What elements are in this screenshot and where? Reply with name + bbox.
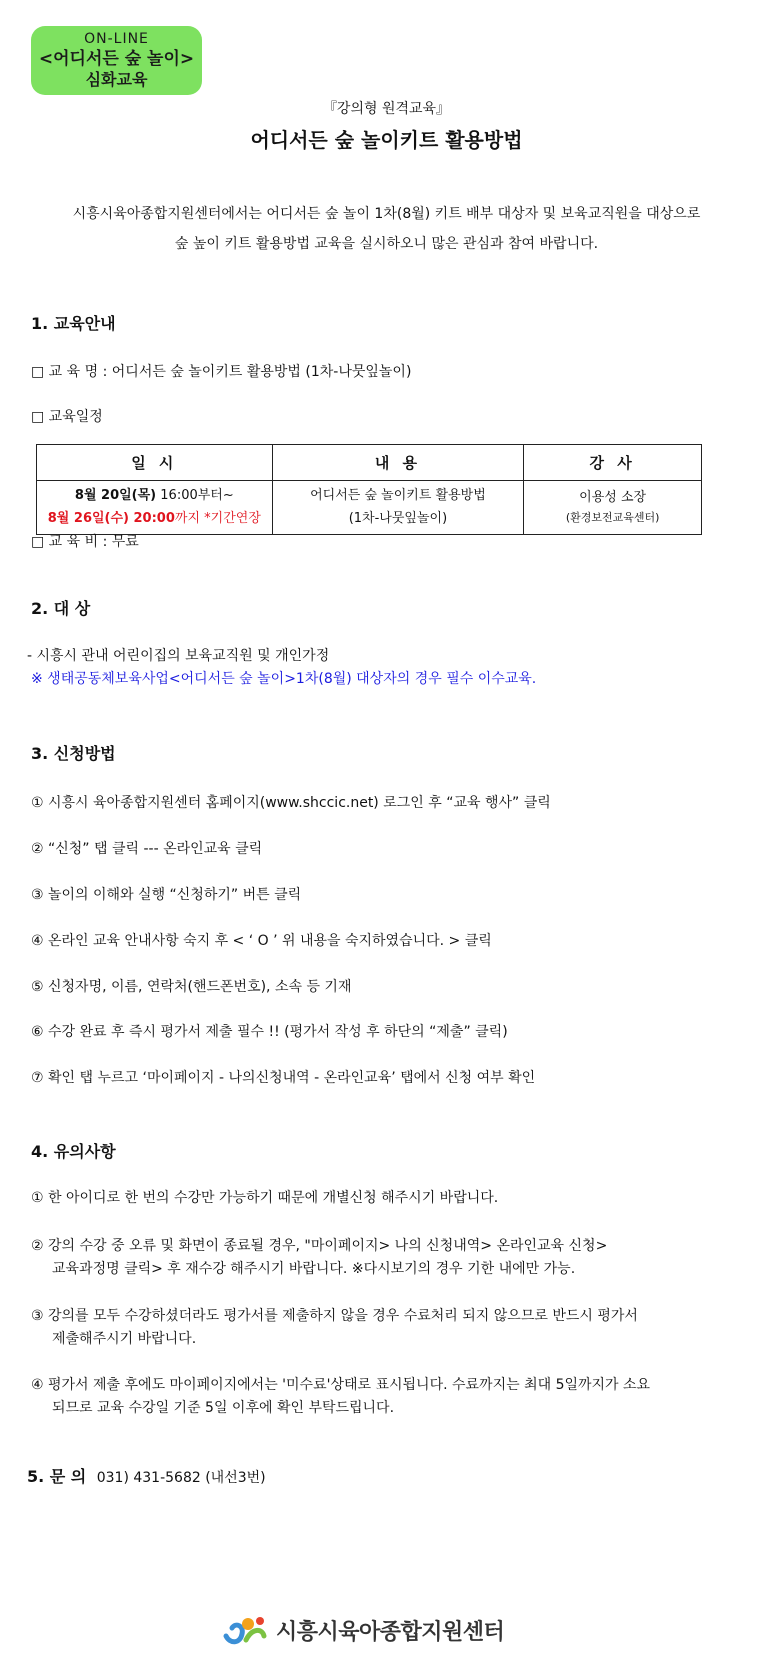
- target-line: - 시흥시 관내 어린이집의 보육교직원 및 개인가정: [27, 648, 330, 664]
- step-3: ③ 놀이의 이해와 실행 “신청하기” 버튼 클릭: [31, 887, 302, 903]
- date-start-bold: 8월 20일(목): [74, 488, 157, 504]
- header-datetime: 일 시: [37, 445, 273, 481]
- note-4-cont: 되므로 교육 수강일 기준 5일 이후에 확인 부탁드립니다.: [52, 1400, 395, 1416]
- note-3-cont: 제출해주시기 바랍니다.: [52, 1331, 197, 1347]
- fee: □ 교 육 비 : 무료: [31, 534, 139, 550]
- datetime-cell: [37, 481, 273, 535]
- intro-line2: 숲 높이 키트 활용방법 교육을 실시하오니 많은 관심과 참여 바랍니다.: [174, 236, 599, 252]
- section1-heading: 1. 교육안내: [31, 314, 116, 333]
- course-name: □ 교 육 명 : 어디서든 숲 놀이키트 활용방법 (1차-나뭇잎놀이): [31, 364, 412, 380]
- document-title: 어디서든 숲 놀이키트 활용방법: [250, 128, 523, 152]
- org-name: 시흥시육아종합지원센터: [276, 1619, 505, 1645]
- date-start-time: 16:00부터~: [156, 488, 234, 504]
- instructor-org: (환경보전교육센터): [565, 511, 660, 525]
- step-6: ⑥ 수강 완료 후 즉시 평가서 제출 필수 !! (평가서 작성 후 하단의 “제출” 클릭): [31, 1024, 508, 1040]
- section4-heading: 4. 유의사항: [31, 1142, 116, 1161]
- content-cell: [272, 481, 524, 535]
- note-4: ④ 평가서 제출 후에도 마이페이지에서는 '미수료'상태로 표시됩니다. 수료까지는 최대 5일까지가 소요: [31, 1377, 651, 1393]
- footer-logo: [222, 1610, 504, 1650]
- table-row: [37, 481, 702, 535]
- date-end-bold: 8월 26일(수) 20:00: [47, 510, 175, 526]
- note-3: ③ 강의를 모두 수강하셨더라도 평가서를 제출하지 않을 경우 수료처리 되지 않으므로 반드시 평가서: [31, 1308, 638, 1324]
- badge-line2: <어디서든 숲 놀이>: [38, 48, 195, 69]
- step-5: ⑤ 신청자명, 이름, 연락처(핸드폰번호), 소속 등 기재: [31, 979, 352, 995]
- intro-line1: 시흥시육아종합지원센터에서는 어디서든 숲 놀이 1차(8월) 키트 배부 대상자 및 보육교직원을 대상으로: [72, 206, 701, 222]
- instructor-cell: [524, 481, 702, 535]
- contact-row: [27, 1464, 266, 1487]
- document-subtitle: 『강의형 원격교육』: [322, 101, 451, 117]
- online-badge: [31, 26, 202, 95]
- badge-line1: ON-LINE: [84, 31, 149, 48]
- content-line2: (1차-나뭇잎놀이): [348, 510, 448, 526]
- note-1: ① 한 아이디로 한 번의 수강만 가능하기 때문에 개별신청 해주시기 바랍니다.: [31, 1190, 499, 1206]
- instructor-name: 이용성 소장: [579, 490, 647, 506]
- section2-heading: 2. 대 상: [31, 599, 91, 618]
- header-content: 내 용: [272, 445, 524, 481]
- header-instructor: 강 사: [524, 445, 702, 481]
- schedule-label: □ 교육일정: [31, 409, 103, 425]
- step-2: ② “신청” 탭 클릭 --- 온라인교육 클릭: [31, 841, 263, 857]
- content-line1: 어디서든 숲 놀이키트 활용방법: [310, 488, 486, 504]
- contact-phone: 031) 431-5682 (내선3번): [96, 1470, 266, 1486]
- org-logo-icon: [222, 1614, 268, 1646]
- table-header-row: [37, 445, 702, 481]
- date-end: [37, 508, 272, 530]
- step-1: ① 시흥시 육아종합지원센터 홈페이지(www.shccic.net) 로그인 후 “교육 행사” 클릭: [31, 795, 551, 811]
- badge-line3: 심화교육: [85, 69, 148, 89]
- date-end-rest: 까지 *기간연장: [174, 510, 261, 526]
- schedule-table: [36, 444, 702, 535]
- date-start: [37, 485, 272, 507]
- step-7: ⑦ 확인 탭 누르고 ‘마이페이지 - 나의신청내역 - 온라인교육’ 탭에서 신청 여부 확인: [31, 1070, 536, 1086]
- note-2-cont: 교육과정명 클릭> 후 재수강 해주시기 바랍니다. ※다시보기의 경우 기한 내에만 가능.: [52, 1261, 576, 1277]
- step-4: ④ 온라인 교육 안내사항 숙지 후 < ‘ O ’ 위 내용을 숙지하였습니다. > 클릭: [31, 933, 492, 949]
- section5-heading: 5. 문 의: [27, 1467, 87, 1486]
- target-note: ※ 생태공동체보육사업<어디서든 숲 놀이>1차(8월) 대상자의 경우 필수 이수교육.: [31, 671, 537, 687]
- note-2: ② 강의 수강 중 오류 및 화면이 종료될 경우, "마이페이지> 나의 신청내역> 온라인교육 신청>: [31, 1238, 608, 1254]
- section3-heading: 3. 신청방법: [31, 744, 116, 763]
